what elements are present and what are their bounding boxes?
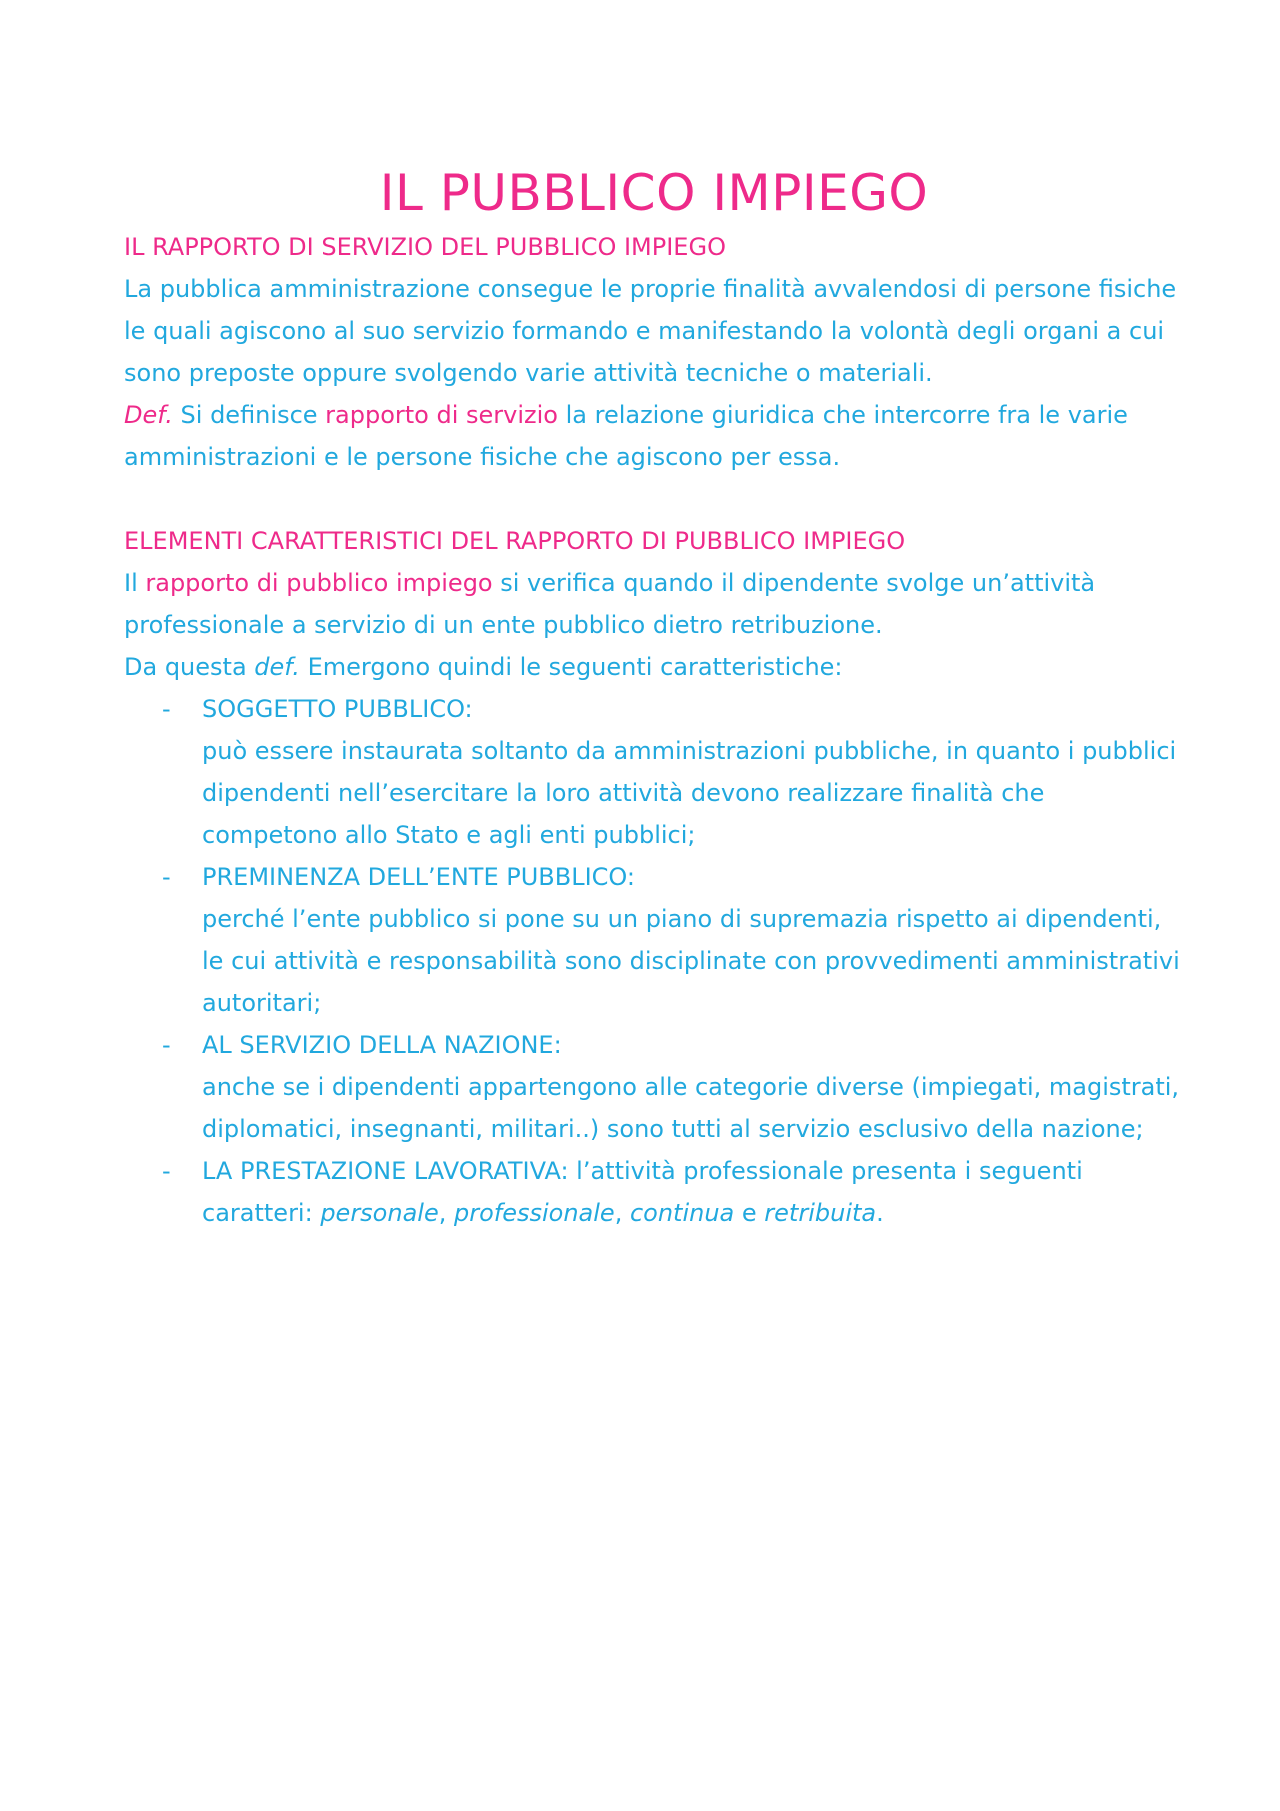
list-item [124,856,1184,1024]
def-text: Si definisce [172,401,326,429]
spacer [124,478,1184,520]
separator: , [614,1199,630,1227]
list-item [124,1024,1184,1150]
section-elementi-caratteristici [124,520,1184,1234]
section-paragraph: La pubblica amministrazione consegue le proprie finalità avvalendosi di persone fisiche le quali agiscono al suo servizio formando e manifestando la volontà degli organi a cui sono preposte oppure svolgendo varie attività tecniche o materiali. [124,275,1177,387]
end-punctuation: . [876,1199,884,1227]
bullet-dash: - [162,1031,171,1059]
intro-text: Il [124,569,146,597]
item-title: SOGGETTO PUBBLICO: [202,695,473,723]
document-page [124,160,1184,1234]
section-rapporto-di-servizio [124,226,1184,478]
item-title: AL SERVIZIO DELLA NAZIONE: [202,1031,562,1059]
section-heading: IL RAPPORTO DI SERVIZIO DEL PUBBLICO IMPIEGO [124,233,726,261]
feature-list [124,688,1184,1234]
list-item [124,1150,1184,1234]
list-item [124,688,1184,856]
bullet-dash: - [162,1157,171,1185]
def-text: la relazione giuridica che intercorre fra le varie amministrazioni e le persone fisiche che agiscono per essa. [124,401,1128,471]
from-def-text: Emergono quindi le seguenti caratteristiche: [299,653,843,681]
separator: , [438,1199,454,1227]
intro-text: si verifica quando il dipendente svolge un’attività professionale a servizio di un ente pubblico dietro retribuzione. [124,569,1096,639]
item-title: LA PRESTAZIONE LAVORATIVA: [202,1157,569,1185]
item-text: l’attività professionale presenta i seguenti caratteri: [202,1157,1083,1227]
item-title: PREMINENZA DELL’ENTE PUBBLICO: [202,863,635,891]
intro-paragraph [124,562,1184,646]
item-text: perché l’ente pubblico si pone su un piano di supremazia rispetto ai dipendenti, le cui attività e responsabilità sono disciplinate con provvedimenti amministrativi autoritari; [202,905,1180,1017]
section-heading: ELEMENTI CARATTERISTICI DEL RAPPORTO DI PUBBLICO IMPIEGO [124,527,906,555]
character-continua: continua [629,1199,735,1227]
intro-term: rapporto di pubblico impiego [145,569,493,597]
separator: e [734,1199,765,1227]
character-retribuita: retribuita [764,1199,877,1227]
page-title: IL PUBBLICO IMPIEGO [379,164,929,222]
item-text: può essere instaurata soltanto da amministrazioni pubbliche, in quanto i pubblici dipendenti nell’esercitare la loro attività devono realizzare finalità che competono allo Stato e agli enti pubblici; [202,737,1177,849]
def-label: def. [254,653,300,681]
from-def-paragraph [124,646,1184,688]
bullet-dash: - [162,863,171,891]
from-def-text: Da questa [124,653,255,681]
def-label: Def. [124,401,173,429]
bullet-dash: - [162,695,171,723]
definition-paragraph [124,394,1184,478]
character-professionale: professionale [453,1199,615,1227]
character-personale: personale [320,1199,439,1227]
def-term: rapporto di servizio [325,401,558,429]
item-text: anche se i dipendenti appartengono alle categorie diverse (impiegati, magistrati, diplomatici, insegnanti, militari..) sono tutti al servizio esclusivo della nazione; [202,1073,1180,1143]
